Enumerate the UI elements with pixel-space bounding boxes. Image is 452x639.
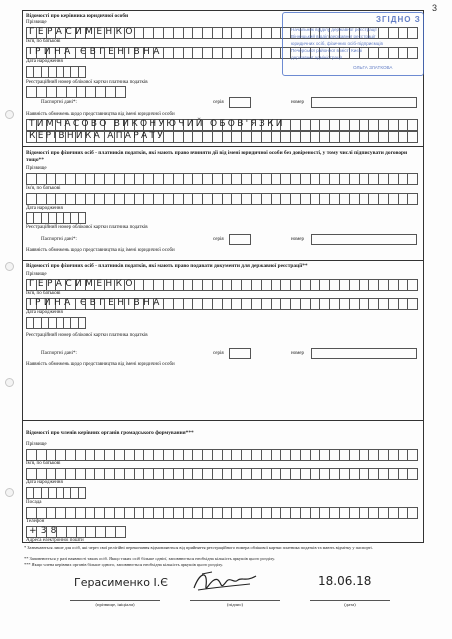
number-box (311, 97, 417, 108)
surname-value: ГЕРАСИМЕНКО (29, 27, 136, 37)
rnokpp-label: Реєстраційний номер облікової картки платника податків (26, 225, 148, 230)
dob-cells (26, 66, 86, 76)
signature-caption: (підпис) (226, 602, 244, 607)
surname-label: Прізвище (26, 166, 47, 171)
stamp-line: Печерської районної в місті Києві (291, 48, 363, 53)
number-box (311, 234, 417, 245)
surname-cells (26, 449, 418, 459)
surname-label: Прізвище (26, 442, 47, 447)
name-label: Ім'я, по батькові (26, 39, 61, 44)
dob-label: Дата народження (26, 310, 63, 315)
rnokpp-cells (26, 86, 126, 96)
rnokpp-label: Реєстраційний номер облікової картки платника податків (26, 333, 148, 338)
role-value-1: ТИМЧАСОВО ВИКОНУЮЧИЙ ОБОВ'ЯЗКИ (29, 119, 285, 129)
name-cells (26, 468, 418, 478)
punch-hole (5, 378, 14, 387)
submitters-section (23, 261, 423, 421)
section-heading: Відомості про фізичних осіб - платників податків, які мають право подавати документи для державної реєстрації** (26, 263, 308, 269)
punch-hole (5, 488, 14, 497)
stamp-line: Вінницький відділ державної реєстрації (291, 34, 376, 39)
number-box (311, 348, 417, 359)
series-label: серія (213, 237, 224, 242)
dob-cells (26, 317, 86, 327)
phone-value: +38 (29, 526, 61, 536)
name-line (70, 600, 160, 601)
footnote-1: * Зазначаються лише для осіб, які через свої релігійні переконання відмовляються від прийняття реєстраційного номера облікової картки платника податків та мають відмітку у паспорті. (24, 545, 373, 550)
name-label: Ім'я, по батькові (26, 461, 61, 466)
signer-name: Герасименко І.Є (74, 576, 168, 589)
dob-cells (26, 212, 86, 222)
date-caption: (дата) (344, 602, 356, 607)
series-box (229, 234, 251, 245)
stamp-line: Начальник відділу державної реєстрації (291, 27, 377, 32)
stamp-name: ОЛЬГА ЗЛАТКОВА (353, 65, 393, 70)
handwritten-signature (190, 566, 260, 600)
date-line (310, 600, 390, 601)
role-label: Наявність обмежень щодо представництва від імені юридичної особи (26, 248, 175, 253)
signers-section (23, 147, 423, 261)
series-label: серія (213, 351, 224, 356)
email-label: Адреса електронної пошти (26, 538, 84, 543)
phone-label: Телефон (26, 519, 45, 524)
dob-label: Дата народження (26, 206, 63, 211)
surname-label: Прізвище (26, 20, 47, 25)
role-value-2: КЕРІВНИКА АПАРАТУ (29, 131, 165, 141)
section-heading: Відомості про членів керівних органів громадського формування*** (26, 430, 194, 436)
approval-stamp (282, 12, 424, 76)
number-label: номер (291, 351, 304, 356)
form-frame (22, 10, 424, 543)
stamp-line: державної адміністрації (291, 55, 342, 60)
role-label: Наявність обмежень щодо представництва від імені юридичної особи (26, 112, 175, 117)
stamp-line: юридичних осіб, фізичних осіб-підприємців (291, 41, 383, 46)
number-label: номер (291, 100, 304, 105)
section-heading: Відомості про керівника юридичної особи (26, 13, 129, 19)
surname-label: Прізвище (26, 272, 47, 277)
position-cells (26, 507, 418, 517)
footnote-2: ** Заповнюється у разі наявності таких осіб. Якщо таких осіб більше однієї, заповнюється необхідна кількість аркушів цього розділу. (24, 556, 275, 561)
punch-hole (5, 262, 14, 271)
series-box (229, 97, 251, 108)
name-label: Ім'я, по батькові (26, 186, 61, 191)
footnote-3: *** Якщо члена керівних органів більше одного, заповнюється необхідна кількість аркушів цього розділу. (24, 562, 223, 567)
passport-label: Паспортні дані*: (41, 351, 77, 356)
dob-cells (26, 487, 86, 497)
name-value: ІРИНА ЄВГЕНІВНА (29, 47, 163, 57)
surname-cells (26, 173, 418, 183)
name-label: Ім'я, по батькові (26, 291, 61, 296)
signature-line (190, 600, 280, 601)
name-caption: (прізвище, ініціали) (95, 602, 135, 607)
surname-value: ГЕРАСИМЕНКО (29, 279, 136, 289)
sign-date: 18.06.18 (318, 574, 372, 588)
name-value: ІРИНА ЄВГЕНІВНА (29, 298, 163, 308)
position-label: Посада (26, 500, 42, 505)
dob-label: Дата народження (26, 480, 63, 485)
series-label: серія (213, 100, 224, 105)
rnokpp-label: Реєстраційний номер облікової картки платника податків (26, 80, 148, 85)
series-box (229, 348, 251, 359)
stamp-title: ЗГІДНО З (376, 15, 421, 24)
role-label: Наявність обмежень щодо представництва від імені юридичної особи (26, 362, 175, 367)
page-number: 3 (432, 3, 438, 13)
collegial-section (23, 421, 423, 542)
punch-hole (5, 110, 14, 119)
number-label: номер (291, 237, 304, 242)
section-heading: Відомості про фізичних осіб - платників податків, які мають право вчиняти дії від імені юридичної особи без довіреності, у тому числі підписувати договори тощо** (26, 150, 408, 163)
name-cells (26, 193, 418, 203)
passport-label: Паспортні дані*: (41, 100, 77, 105)
passport-label: Паспортні дані*: (41, 237, 77, 242)
dob-label: Дата народження (26, 59, 63, 64)
